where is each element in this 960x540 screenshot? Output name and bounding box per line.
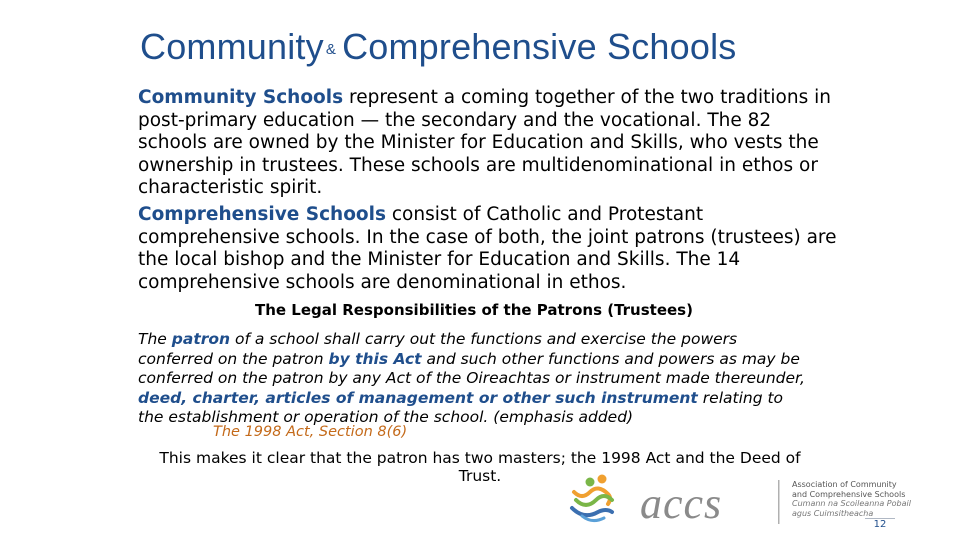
closing-statement: This makes it clear that the patron has two masters; the 1998 Act and the Deed of Trust. — [159, 449, 801, 485]
quote-emphasis-patron: patron — [171, 330, 231, 348]
logo-irish-line-1: Cumann na Scoileanna Pobail — [792, 499, 911, 508]
quote-text-1: The — [138, 330, 172, 348]
quote-emphasis-act: by this Act — [328, 349, 422, 368]
title-part-community: Community — [140, 26, 324, 67]
title-ampersand: & — [325, 40, 337, 58]
quote-text-4: relating to the establishment or operation of the school. (emphasis added) — [138, 388, 784, 426]
quote-text-3: and such other functions and powers as may be conferred on the patron by any Act of the Oireachtas or instrument made thereunder, — [138, 349, 805, 387]
community-schools-lead: Community Schools — [138, 87, 344, 108]
accs-wordmark: accs — [640, 479, 723, 528]
title-part-comprehensive: Comprehensive Schools — [342, 26, 737, 67]
legal-responsibilities-heading: The Legal Responsibilities of the Patrons (Trustees) — [255, 301, 693, 319]
act-citation: The 1998 Act, Section 8(6) — [213, 424, 408, 440]
community-schools-paragraph — [138, 87, 838, 200]
logo-org-line-1: Association of Community — [792, 480, 897, 489]
logo-organisation-text — [792, 480, 911, 518]
comprehensive-schools-paragraph — [138, 204, 838, 294]
community-schools-text: represent a coming together of the two traditions in post-primary education — the secondary and the vocational. The 82 schools are owned by the Minister for Education and Skills, who vests the ownership in trustees. These schools are multidenominational in ethos or characteristic spirit. — [138, 87, 831, 198]
quote-text-2: of a school shall carry out the functions and exercise the powers conferred on the patron — [138, 330, 738, 368]
logo-org-line-2: and Comprehensive Schools — [792, 489, 906, 499]
logo-irish-line-2: agus Cuimsitheacha — [792, 508, 874, 518]
quote-emphasis-deed: deed, charter, articles of management or other such instrument — [138, 388, 698, 407]
page-number: 12 — [873, 519, 887, 530]
comprehensive-schools-lead: Comprehensive Schools — [138, 204, 386, 225]
accs-figures-icon — [572, 475, 612, 521]
logo-divider — [778, 480, 780, 524]
patron-quote — [138, 330, 808, 428]
comprehensive-schools-text: consist of Catholic and Protestant comprehensive schools. In the case of both, the joint patrons (trustees) are the local bishop and the Minister for Education and Skills. The 14 comprehensive schools are denominational in ethos. — [138, 204, 837, 293]
slide-title — [140, 26, 736, 68]
